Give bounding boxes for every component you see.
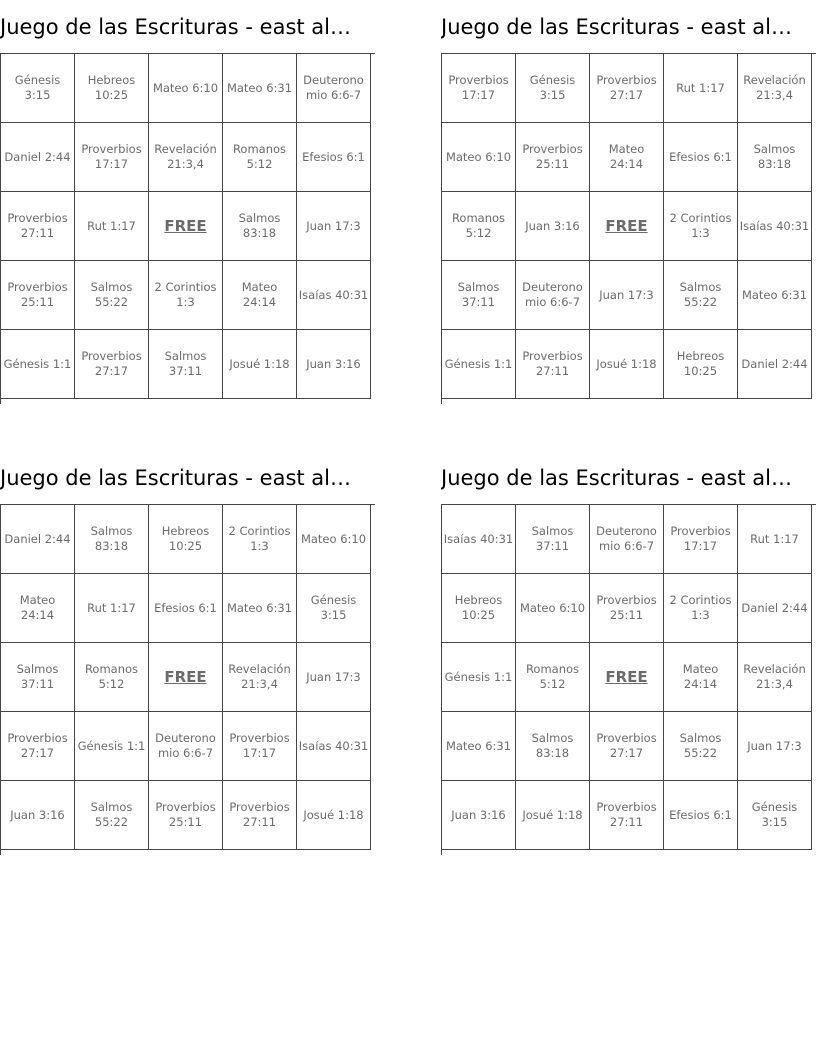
grid-cell: Juan 17:3 [590, 261, 664, 330]
grid-cell: Isaías 40:31 [297, 261, 371, 330]
grid-cell: Génesis 1:1 [1, 330, 75, 399]
free-space-cell: FREE [149, 192, 223, 261]
free-space-cell: FREE [590, 643, 664, 712]
bingo-grid [0, 53, 375, 404]
grid-cell: Salmos 83:18 [516, 712, 590, 781]
grid-cell: Isaías 40:31 [442, 505, 516, 574]
free-space-cell: FREE [149, 643, 223, 712]
grid-cell: Salmos 37:11 [149, 330, 223, 399]
grid-cell: Mateo 6:10 [297, 505, 371, 574]
grid-cell: Mateo 24:14 [223, 261, 297, 330]
grid-cell: Romanos 5:12 [223, 123, 297, 192]
grid-cell: Deuteronomio 6:6-7 [516, 261, 590, 330]
grid-cell: Daniel 2:44 [738, 330, 812, 399]
grid-cell: Josué 1:18 [297, 781, 371, 850]
grid-cell: Juan 3:16 [442, 781, 516, 850]
grid-cell: Josué 1:18 [590, 330, 664, 399]
grid-cell: Mateo 6:10 [442, 123, 516, 192]
grid-cell: Revelación 21:3,4 [223, 643, 297, 712]
grid-cell: Josué 1:18 [223, 330, 297, 399]
grid-cell: Salmos 55:22 [75, 781, 149, 850]
grid-cell: Josué 1:18 [516, 781, 590, 850]
grid-cell: Proverbios 27:11 [590, 781, 664, 850]
grid-cell: Hebreos 10:25 [664, 330, 738, 399]
grid-cell: Revelación 21:3,4 [738, 643, 812, 712]
grid-cell: Génesis 1:1 [75, 712, 149, 781]
grid-cell: Deuteronomio 6:6-7 [149, 712, 223, 781]
grid-cell: Proverbios 25:11 [1, 261, 75, 330]
grid-cell: Salmos 83:18 [223, 192, 297, 261]
grid-cell: Salmos 37:11 [516, 505, 590, 574]
grid-cell: Juan 3:16 [516, 192, 590, 261]
grid-cell: Deuteronomio 6:6-7 [297, 54, 371, 123]
grid-cell: Rut 1:17 [738, 505, 812, 574]
grid-cell: Proverbios 27:17 [590, 54, 664, 123]
grid-cell: Proverbios 27:17 [75, 330, 149, 399]
grid-cell: Proverbios 27:11 [1, 192, 75, 261]
grid-cell: Salmos 37:11 [1, 643, 75, 712]
grid-cell: Salmos 55:22 [664, 712, 738, 781]
grid-cell: Deuteronomio 6:6-7 [590, 505, 664, 574]
grid-cell: Isaías 40:31 [738, 192, 812, 261]
grid-cell: Isaías 40:31 [297, 712, 371, 781]
grid-cell: Génesis 3:15 [738, 781, 812, 850]
grid-cell: Efesios 6:1 [664, 123, 738, 192]
grid-cell: Proverbios 17:17 [223, 712, 297, 781]
grid-cell: Mateo 24:14 [590, 123, 664, 192]
grid-cell: Hebreos 10:25 [149, 505, 223, 574]
grid-cell: 2 Corintios 1:3 [664, 192, 738, 261]
grid-cell: Salmos 37:11 [442, 261, 516, 330]
free-space-cell: FREE [590, 192, 664, 261]
grid-cell: Mateo 6:10 [516, 574, 590, 643]
grid-cell: Romanos 5:12 [516, 643, 590, 712]
grid-cell: Mateo 24:14 [1, 574, 75, 643]
grid-cell: Proverbios 17:17 [664, 505, 738, 574]
bingo-grid [441, 53, 816, 404]
grid-cell: Daniel 2:44 [738, 574, 812, 643]
grid-cell: Juan 17:3 [297, 643, 371, 712]
grid-cell: Romanos 5:12 [442, 192, 516, 261]
grid-cell: Rut 1:17 [75, 574, 149, 643]
grid-cell: Daniel 2:44 [1, 123, 75, 192]
grid-cell: Revelación 21:3,4 [738, 54, 812, 123]
grid-cell: Proverbios 27:11 [223, 781, 297, 850]
grid-cell: Proverbios 17:17 [75, 123, 149, 192]
grid-cell: Génesis 3:15 [516, 54, 590, 123]
grid-cell: Proverbios 25:11 [590, 574, 664, 643]
grid-cell: Mateo 6:10 [149, 54, 223, 123]
grid-cell: Mateo 6:31 [442, 712, 516, 781]
grid-cell: Juan 17:3 [297, 192, 371, 261]
card-title: Juego de las Escrituras - east al… [0, 15, 352, 39]
grid-cell: Proverbios 17:17 [442, 54, 516, 123]
grid-cell: Rut 1:17 [664, 54, 738, 123]
grid-cell: Proverbios 25:11 [149, 781, 223, 850]
grid-cell: Efesios 6:1 [297, 123, 371, 192]
grid-cell: Efesios 6:1 [664, 781, 738, 850]
grid-cell: Génesis 1:1 [442, 643, 516, 712]
grid-cell: Salmos 55:22 [664, 261, 738, 330]
grid-cell: Proverbios 27:11 [516, 330, 590, 399]
bingo-grid [441, 504, 816, 855]
grid-cell: Génesis 3:15 [1, 54, 75, 123]
grid-cell: 2 Corintios 1:3 [223, 505, 297, 574]
grid-cell: Salmos 83:18 [738, 123, 812, 192]
grid-cell: Salmos 83:18 [75, 505, 149, 574]
grid-cell: 2 Corintios 1:3 [664, 574, 738, 643]
grid-cell: Génesis 3:15 [297, 574, 371, 643]
grid-cell: Mateo 6:31 [738, 261, 812, 330]
grid-cell: Génesis 1:1 [442, 330, 516, 399]
grid-cell: Juan 3:16 [297, 330, 371, 399]
grid-cell: Romanos 5:12 [75, 643, 149, 712]
grid-cell: Efesios 6:1 [149, 574, 223, 643]
grid-cell: Daniel 2:44 [1, 505, 75, 574]
grid-cell: Mateo 6:31 [223, 574, 297, 643]
grid-cell: Rut 1:17 [75, 192, 149, 261]
grid-cell: 2 Corintios 1:3 [149, 261, 223, 330]
grid-cell: Hebreos 10:25 [442, 574, 516, 643]
bingo-grid [0, 504, 375, 855]
grid-cell: Mateo 6:31 [223, 54, 297, 123]
grid-cell: Proverbios 25:11 [516, 123, 590, 192]
grid-cell: Revelación 21:3,4 [149, 123, 223, 192]
card-title: Juego de las Escrituras - east al… [0, 466, 352, 490]
card-title: Juego de las Escrituras - east al… [441, 466, 793, 490]
grid-cell: Proverbios 27:17 [590, 712, 664, 781]
grid-cell: Salmos 55:22 [75, 261, 149, 330]
card-title: Juego de las Escrituras - east al… [441, 15, 793, 39]
grid-cell: Proverbios 27:17 [1, 712, 75, 781]
grid-cell: Mateo 24:14 [664, 643, 738, 712]
grid-cell: Juan 3:16 [1, 781, 75, 850]
grid-cell: Juan 17:3 [738, 712, 812, 781]
grid-cell: Hebreos 10:25 [75, 54, 149, 123]
